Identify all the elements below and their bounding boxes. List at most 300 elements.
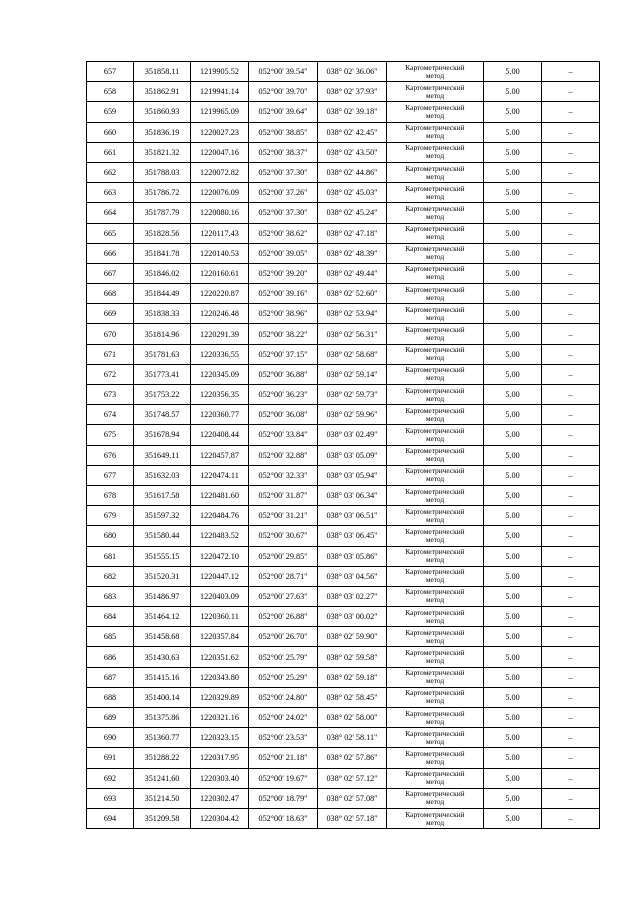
note-cell: –	[542, 122, 600, 142]
latitude-cell: 052°00' 31.87"	[249, 485, 318, 505]
longitude-cell: 038° 02' 42.45"	[318, 122, 387, 142]
longitude-cell: 038° 02' 58.11"	[318, 728, 387, 748]
method-line-2: метод	[425, 252, 445, 262]
method-cell	[387, 203, 484, 223]
x-coordinate-cell: 351632.03	[134, 465, 191, 485]
longitude-cell: 038° 02' 59.73"	[318, 385, 387, 405]
method-line-2: метод	[425, 534, 445, 544]
latitude-cell: 052°00' 24.80"	[249, 687, 318, 707]
y-coordinate-cell: 1220357.84	[191, 627, 249, 647]
method-line-1: Картометрический	[405, 668, 465, 678]
method-cell	[387, 768, 484, 788]
table-row	[87, 808, 600, 828]
table-row	[87, 586, 600, 606]
table-row	[87, 506, 600, 526]
method-line-1: Картометрический	[405, 506, 465, 516]
method-cell	[387, 748, 484, 768]
method-line-1: Картометрический	[405, 405, 465, 415]
table-row	[87, 526, 600, 546]
latitude-cell: 052°00' 23.53"	[249, 728, 318, 748]
accuracy-cell: 5.00	[484, 506, 542, 526]
latitude-cell: 052°00' 39.54"	[249, 62, 318, 82]
method-line-1: Картометрический	[405, 102, 465, 112]
longitude-cell: 038° 03' 04.56"	[318, 566, 387, 586]
point-number-cell: 681	[87, 546, 134, 566]
x-coordinate-cell: 351458.68	[134, 627, 191, 647]
x-coordinate-cell: 351360.77	[134, 728, 191, 748]
accuracy-cell: 5.00	[484, 405, 542, 425]
latitude-cell: 052°00' 28.71"	[249, 566, 318, 586]
coordinates-table	[86, 61, 600, 829]
point-number-cell: 661	[87, 142, 134, 162]
point-number-cell: 690	[87, 728, 134, 748]
method-line-1: Картометрический	[405, 163, 465, 173]
table-row	[87, 304, 600, 324]
longitude-cell: 038° 02' 57.12"	[318, 768, 387, 788]
point-number-cell: 669	[87, 304, 134, 324]
longitude-cell: 038° 02' 57.18"	[318, 808, 387, 828]
accuracy-cell: 5.00	[484, 324, 542, 344]
method-line-1: Картометрический	[405, 648, 465, 658]
method-cell	[387, 808, 484, 828]
latitude-cell: 052°00' 39.16"	[249, 284, 318, 304]
method-line-1: Картометрический	[405, 365, 465, 375]
note-cell: –	[542, 687, 600, 707]
point-number-cell: 665	[87, 223, 134, 243]
x-coordinate-cell: 351430.63	[134, 647, 191, 667]
method-line-1: Картометрический	[405, 526, 465, 536]
longitude-cell: 038° 03' 00.02"	[318, 607, 387, 627]
note-cell: –	[542, 82, 600, 102]
method-cell	[387, 526, 484, 546]
table-row	[87, 647, 600, 667]
table-row	[87, 364, 600, 384]
y-coordinate-cell: 1220403.09	[191, 586, 249, 606]
note-cell: –	[542, 385, 600, 405]
accuracy-cell: 5.00	[484, 263, 542, 283]
point-number-cell: 685	[87, 627, 134, 647]
method-line-2: метод	[425, 353, 445, 363]
latitude-cell: 052°00' 18.79"	[249, 788, 318, 808]
method-line-2: метод	[425, 736, 445, 746]
method-cell	[387, 708, 484, 728]
table-row	[87, 708, 600, 728]
point-number-cell: 683	[87, 586, 134, 606]
x-coordinate-cell: 351814.96	[134, 324, 191, 344]
point-number-cell: 686	[87, 647, 134, 667]
latitude-cell: 052°00' 26.70"	[249, 627, 318, 647]
note-cell: –	[542, 708, 600, 728]
method-line-2: метод	[425, 333, 445, 343]
note-cell: –	[542, 627, 600, 647]
method-cell	[387, 162, 484, 182]
y-coordinate-cell: 1220329.89	[191, 687, 249, 707]
note-cell: –	[542, 788, 600, 808]
point-number-cell: 688	[87, 687, 134, 707]
point-number-cell: 691	[87, 748, 134, 768]
method-line-2: метод	[425, 110, 445, 120]
accuracy-cell: 5.00	[484, 465, 542, 485]
latitude-cell: 052°00' 26.88"	[249, 607, 318, 627]
x-coordinate-cell: 351838.33	[134, 304, 191, 324]
method-line-1: Картометрический	[405, 627, 465, 637]
method-line-1: Картометрический	[405, 82, 465, 92]
note-cell: –	[542, 465, 600, 485]
latitude-cell: 052°00' 19.67"	[249, 768, 318, 788]
method-line-2: метод	[425, 555, 445, 565]
note-cell: –	[542, 667, 600, 687]
method-cell	[387, 465, 484, 485]
x-coordinate-cell: 351846.02	[134, 263, 191, 283]
table-row	[87, 607, 600, 627]
longitude-cell: 038° 02' 57.08"	[318, 788, 387, 808]
table-row	[87, 385, 600, 405]
method-cell	[387, 62, 484, 82]
x-coordinate-cell: 351786.72	[134, 183, 191, 203]
table-row	[87, 687, 600, 707]
method-line-1: Картометрический	[405, 123, 465, 133]
x-coordinate-cell: 351597.32	[134, 506, 191, 526]
y-coordinate-cell: 1220343.80	[191, 667, 249, 687]
note-cell: –	[542, 162, 600, 182]
method-line-1: Картометрический	[405, 224, 465, 234]
accuracy-cell: 5.00	[484, 788, 542, 808]
x-coordinate-cell: 351748.57	[134, 405, 191, 425]
point-number-cell: 694	[87, 808, 134, 828]
table-row	[87, 82, 600, 102]
x-coordinate-cell: 351753.22	[134, 385, 191, 405]
accuracy-cell: 5.00	[484, 162, 542, 182]
accuracy-cell: 5.00	[484, 385, 542, 405]
note-cell: –	[542, 223, 600, 243]
y-coordinate-cell: 1219965.09	[191, 102, 249, 122]
accuracy-cell: 5.00	[484, 304, 542, 324]
longitude-cell: 038° 02' 44.86"	[318, 162, 387, 182]
method-cell	[387, 445, 484, 465]
y-coordinate-cell: 1219941.14	[191, 82, 249, 102]
note-cell: –	[542, 768, 600, 788]
method-line-1: Картометрический	[405, 62, 465, 72]
latitude-cell: 052°00' 38.22"	[249, 324, 318, 344]
method-cell	[387, 627, 484, 647]
latitude-cell: 052°00' 37.30"	[249, 162, 318, 182]
accuracy-cell: 5.00	[484, 687, 542, 707]
note-cell: –	[542, 425, 600, 445]
method-line-2: метод	[425, 131, 445, 141]
note-cell: –	[542, 728, 600, 748]
method-line-2: метод	[425, 151, 445, 161]
longitude-cell: 038° 02' 37.93"	[318, 82, 387, 102]
method-line-2: метод	[425, 615, 445, 625]
accuracy-cell: 5.00	[484, 82, 542, 102]
method-line-1: Картометрический	[405, 567, 465, 577]
note-cell: –	[542, 142, 600, 162]
note-cell: –	[542, 445, 600, 465]
method-line-2: метод	[425, 433, 445, 443]
y-coordinate-cell: 1219905.52	[191, 62, 249, 82]
table-row	[87, 546, 600, 566]
table-row	[87, 566, 600, 586]
y-coordinate-cell: 1220304.42	[191, 808, 249, 828]
method-line-1: Картометрический	[405, 264, 465, 274]
note-cell: –	[542, 566, 600, 586]
accuracy-cell: 5.00	[484, 485, 542, 505]
x-coordinate-cell: 351828.56	[134, 223, 191, 243]
x-coordinate-cell: 351241.60	[134, 768, 191, 788]
note-cell: –	[542, 62, 600, 82]
method-line-1: Картометрический	[405, 547, 465, 557]
method-line-1: Картометрический	[405, 728, 465, 738]
longitude-cell: 038° 03' 06.51"	[318, 506, 387, 526]
latitude-cell: 052°00' 18.63"	[249, 808, 318, 828]
longitude-cell: 038° 02' 58.00"	[318, 708, 387, 728]
method-line-1: Картометрический	[405, 203, 465, 213]
longitude-cell: 038° 02' 56.31"	[318, 324, 387, 344]
y-coordinate-cell: 1220360.77	[191, 405, 249, 425]
method-cell	[387, 223, 484, 243]
accuracy-cell: 5.00	[484, 62, 542, 82]
accuracy-cell: 5.00	[484, 183, 542, 203]
latitude-cell: 052°00' 38.85"	[249, 122, 318, 142]
latitude-cell: 052°00' 38.62"	[249, 223, 318, 243]
table-row	[87, 162, 600, 182]
method-cell	[387, 183, 484, 203]
note-cell: –	[542, 243, 600, 263]
x-coordinate-cell: 351555.15	[134, 546, 191, 566]
x-coordinate-cell: 351678.94	[134, 425, 191, 445]
latitude-cell: 052°00' 32.33"	[249, 465, 318, 485]
note-cell: –	[542, 405, 600, 425]
method-line-1: Картометрический	[405, 587, 465, 597]
method-line-1: Картометрический	[405, 385, 465, 395]
latitude-cell: 052°00' 38.96"	[249, 304, 318, 324]
point-number-cell: 658	[87, 82, 134, 102]
latitude-cell: 052°00' 33.84"	[249, 425, 318, 445]
method-line-1: Картометрический	[405, 143, 465, 153]
y-coordinate-cell: 1220303.40	[191, 768, 249, 788]
longitude-cell: 038° 02' 59.18"	[318, 667, 387, 687]
longitude-cell: 038° 02' 36.06"	[318, 62, 387, 82]
x-coordinate-cell: 351788.03	[134, 162, 191, 182]
y-coordinate-cell: 1220484.76	[191, 506, 249, 526]
method-line-1: Картометрический	[405, 244, 465, 254]
point-number-cell: 680	[87, 526, 134, 546]
point-number-cell: 682	[87, 566, 134, 586]
accuracy-cell: 5.00	[484, 728, 542, 748]
point-number-cell: 660	[87, 122, 134, 142]
longitude-cell: 038° 02' 53.94"	[318, 304, 387, 324]
point-number-cell: 677	[87, 465, 134, 485]
longitude-cell: 038° 02' 48.39"	[318, 243, 387, 263]
table-row	[87, 728, 600, 748]
latitude-cell: 052°00' 36.88"	[249, 364, 318, 384]
x-coordinate-cell: 351841.78	[134, 243, 191, 263]
latitude-cell: 052°00' 37.30"	[249, 203, 318, 223]
x-coordinate-cell: 351580.44	[134, 526, 191, 546]
method-cell	[387, 667, 484, 687]
method-line-2: метод	[425, 191, 445, 201]
method-line-2: метод	[425, 373, 445, 383]
method-cell	[387, 506, 484, 526]
latitude-cell: 052°00' 32.88"	[249, 445, 318, 465]
point-number-cell: 679	[87, 506, 134, 526]
table-row	[87, 284, 600, 304]
method-line-2: метод	[425, 272, 445, 282]
method-line-2: метод	[425, 716, 445, 726]
method-cell	[387, 82, 484, 102]
note-cell: –	[542, 808, 600, 828]
accuracy-cell: 5.00	[484, 223, 542, 243]
method-line-2: метод	[425, 676, 445, 686]
y-coordinate-cell: 1220474.11	[191, 465, 249, 485]
y-coordinate-cell: 1220481.60	[191, 485, 249, 505]
note-cell: –	[542, 344, 600, 364]
accuracy-cell: 5.00	[484, 627, 542, 647]
x-coordinate-cell: 351288.22	[134, 748, 191, 768]
longitude-cell: 038° 02' 49.44"	[318, 263, 387, 283]
method-cell	[387, 566, 484, 586]
y-coordinate-cell: 1220291.39	[191, 324, 249, 344]
y-coordinate-cell: 1220080.16	[191, 203, 249, 223]
method-cell	[387, 728, 484, 748]
table-row	[87, 142, 600, 162]
note-cell: –	[542, 526, 600, 546]
x-coordinate-cell: 351862.91	[134, 82, 191, 102]
point-number-cell: 675	[87, 425, 134, 445]
table-row	[87, 102, 600, 122]
table-row	[87, 344, 600, 364]
table-row	[87, 768, 600, 788]
latitude-cell: 052°00' 39.64"	[249, 102, 318, 122]
table-row	[87, 183, 600, 203]
accuracy-cell: 5.00	[484, 102, 542, 122]
method-line-2: метод	[425, 454, 445, 464]
y-coordinate-cell: 1220246.48	[191, 304, 249, 324]
latitude-cell: 052°00' 27.63"	[249, 586, 318, 606]
accuracy-cell: 5.00	[484, 667, 542, 687]
longitude-cell: 038° 02' 39.18"	[318, 102, 387, 122]
accuracy-cell: 5.00	[484, 808, 542, 828]
accuracy-cell: 5.00	[484, 647, 542, 667]
note-cell: –	[542, 263, 600, 283]
accuracy-cell: 5.00	[484, 284, 542, 304]
x-coordinate-cell: 351860.93	[134, 102, 191, 122]
method-line-2: метод	[425, 514, 445, 524]
method-line-2: метод	[425, 656, 445, 666]
point-number-cell: 663	[87, 183, 134, 203]
method-line-1: Картометрический	[405, 769, 465, 779]
x-coordinate-cell: 351209.58	[134, 808, 191, 828]
longitude-cell: 038° 02' 59.96"	[318, 405, 387, 425]
y-coordinate-cell: 1220457.87	[191, 445, 249, 465]
y-coordinate-cell: 1220356.35	[191, 385, 249, 405]
method-line-1: Картометрический	[405, 304, 465, 314]
longitude-cell: 038° 02' 45.03"	[318, 183, 387, 203]
method-line-2: метод	[425, 756, 445, 766]
latitude-cell: 052°00' 24.02"	[249, 708, 318, 728]
method-cell	[387, 385, 484, 405]
x-coordinate-cell: 351617.58	[134, 485, 191, 505]
point-number-cell: 678	[87, 485, 134, 505]
method-line-1: Картометрический	[405, 708, 465, 718]
point-number-cell: 657	[87, 62, 134, 82]
method-line-1: Картометрический	[405, 466, 465, 476]
y-coordinate-cell: 1220336.55	[191, 344, 249, 364]
table-row	[87, 425, 600, 445]
y-coordinate-cell: 1220447.12	[191, 566, 249, 586]
latitude-cell: 052°00' 38.37"	[249, 142, 318, 162]
latitude-cell: 052°00' 37.26"	[249, 183, 318, 203]
point-number-cell: 674	[87, 405, 134, 425]
point-number-cell: 666	[87, 243, 134, 263]
table-row	[87, 263, 600, 283]
table-row	[87, 223, 600, 243]
method-line-2: метод	[425, 595, 445, 605]
x-coordinate-cell: 351781.63	[134, 344, 191, 364]
x-coordinate-cell: 351836.19	[134, 122, 191, 142]
longitude-cell: 038° 03' 05.94"	[318, 465, 387, 485]
longitude-cell: 038° 03' 05.09"	[318, 445, 387, 465]
accuracy-cell: 5.00	[484, 566, 542, 586]
accuracy-cell: 5.00	[484, 708, 542, 728]
latitude-cell: 052°00' 39.70"	[249, 82, 318, 102]
method-line-2: метод	[425, 413, 445, 423]
point-number-cell: 668	[87, 284, 134, 304]
note-cell: –	[542, 364, 600, 384]
y-coordinate-cell: 1220047.16	[191, 142, 249, 162]
method-line-1: Картометрический	[405, 789, 465, 799]
note-cell: –	[542, 102, 600, 122]
method-cell	[387, 788, 484, 808]
method-cell	[387, 364, 484, 384]
y-coordinate-cell: 1220345.09	[191, 364, 249, 384]
point-number-cell: 672	[87, 364, 134, 384]
latitude-cell: 052°00' 21.18"	[249, 748, 318, 768]
latitude-cell: 052°00' 25.29"	[249, 667, 318, 687]
method-line-2: метод	[425, 777, 445, 787]
method-cell	[387, 485, 484, 505]
latitude-cell: 052°00' 30.67"	[249, 526, 318, 546]
point-number-cell: 662	[87, 162, 134, 182]
latitude-cell: 052°00' 25.79"	[249, 647, 318, 667]
x-coordinate-cell: 351415.16	[134, 667, 191, 687]
note-cell: –	[542, 485, 600, 505]
note-cell: –	[542, 506, 600, 526]
accuracy-cell: 5.00	[484, 607, 542, 627]
point-number-cell: 659	[87, 102, 134, 122]
accuracy-cell: 5.00	[484, 142, 542, 162]
method-cell	[387, 102, 484, 122]
longitude-cell: 038° 02' 43.50"	[318, 142, 387, 162]
method-cell	[387, 344, 484, 364]
method-line-2: метод	[425, 171, 445, 181]
table-row	[87, 203, 600, 223]
y-coordinate-cell: 1220351.62	[191, 647, 249, 667]
method-line-2: метод	[425, 817, 445, 827]
method-cell	[387, 304, 484, 324]
latitude-cell: 052°00' 39.05"	[249, 243, 318, 263]
longitude-cell: 038° 02' 47.18"	[318, 223, 387, 243]
longitude-cell: 038° 03' 06.45"	[318, 526, 387, 546]
accuracy-cell: 5.00	[484, 364, 542, 384]
point-number-cell: 693	[87, 788, 134, 808]
point-number-cell: 671	[87, 344, 134, 364]
x-coordinate-cell: 351844.49	[134, 284, 191, 304]
table-row	[87, 485, 600, 505]
note-cell: –	[542, 586, 600, 606]
accuracy-cell: 5.00	[484, 344, 542, 364]
point-number-cell: 676	[87, 445, 134, 465]
